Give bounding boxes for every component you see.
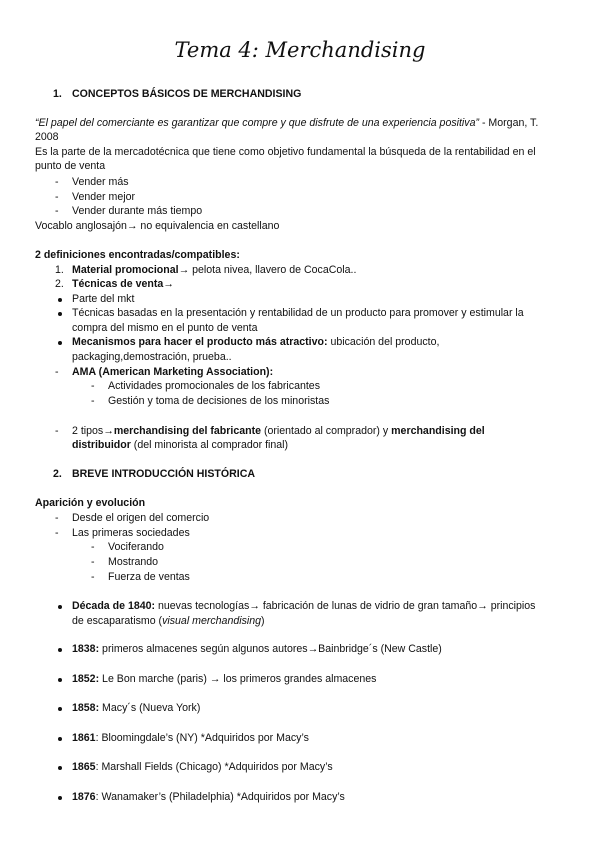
section2-subheading: Aparición y evolución	[35, 497, 146, 509]
timeline-date: 1852:	[72, 673, 100, 685]
timeline-entry-cont	[72, 615, 265, 628]
bullet-icon	[58, 737, 62, 741]
tipos-term-1: →merchandising del fabricante	[103, 425, 261, 437]
history-subitem: Fuerza de ventas	[108, 571, 190, 583]
definition-detail: → pelota nivea, llavero de CocaCola..	[178, 264, 357, 276]
timeline-entry	[72, 791, 345, 804]
document-title: Tema 4: Merchandising	[174, 38, 426, 62]
timeline-text: primeros almacenes según algunos autores→Bainbridge´s (New Castle)	[99, 643, 442, 655]
dash-marker: -	[91, 380, 95, 392]
history-subitem: Vociferando	[108, 541, 164, 553]
quote-author: - Morgan, T.	[479, 117, 539, 129]
timeline-text: nuevas tecnologías→ fabricación de lunas de vidrio de gran tamaño→ principios	[155, 600, 536, 612]
timeline-text: : Wanamaker’s (Philadelphia) *Adquiridos por Macy’s	[95, 791, 345, 803]
dash-marker: -	[55, 527, 59, 539]
bullet-icon	[58, 298, 62, 302]
timeline-date: 1838:	[72, 643, 100, 655]
dash-marker: -	[91, 571, 95, 583]
timeline-entry	[72, 702, 200, 715]
dash-marker: -	[55, 176, 59, 188]
bullet-text: Parte del mkt	[72, 293, 135, 305]
tipos-term-3: distribuidor	[72, 439, 131, 451]
bullet-icon	[58, 796, 62, 800]
timeline-date: Década de 1840:	[72, 600, 156, 612]
bullet-icon	[58, 605, 62, 609]
tipos-prefix: 2 tipos	[72, 425, 104, 437]
timeline-entry	[72, 673, 376, 686]
timeline-text: Macy´s (Nueva York)	[99, 702, 201, 714]
bullet-text-cont: compra del mismo en el punto de venta	[72, 322, 258, 334]
quote-line	[35, 117, 538, 130]
history-subitem: Mostrando	[108, 556, 159, 568]
timeline-entry	[72, 600, 535, 613]
bullet-term: Mecanismos para hacer el producto más atractivo:	[72, 336, 328, 348]
timeline-date: 1876	[72, 791, 96, 803]
definition-number: 1.	[55, 264, 64, 276]
section1-heading: CONCEPTOS BÁSICOS DE MERCHANDISING	[72, 88, 302, 100]
timeline-entry	[72, 643, 442, 656]
dash-marker: -	[55, 366, 59, 378]
bullet-icon	[58, 648, 62, 652]
section1-number: 1.	[53, 88, 62, 100]
goal-item: Vender mejor	[72, 191, 136, 203]
timeline-date: 1861	[72, 732, 96, 744]
timeline-text: Le Bon marche (paris) → los primeros grandes almacenes	[99, 673, 377, 685]
definition-term: Material promocional	[72, 264, 179, 276]
dash-marker: -	[55, 205, 59, 217]
dash-marker: -	[91, 395, 95, 407]
definition-line-2: punto de venta	[35, 160, 106, 172]
timeline-entry	[72, 761, 333, 774]
ama-item: Actividades promocionales de los fabricantes	[108, 380, 320, 392]
vocab-note: Vocablo anglosajón→ no equivalencia en castellano	[35, 220, 280, 232]
bullet-icon	[58, 766, 62, 770]
definition-number: 2.	[55, 278, 64, 290]
tipos-middle: (orientado al comprador) y	[261, 425, 392, 437]
dash-marker: -	[55, 191, 59, 203]
bullet-icon	[58, 341, 62, 345]
timeline-text: de escaparatismo (	[72, 615, 163, 627]
goal-item: Vender más	[72, 176, 129, 188]
timeline-date: 1865	[72, 761, 96, 773]
definition-item-2: Técnicas de venta→	[72, 278, 174, 290]
timeline-text: : Marshall Fields (Chicago) *Adquiridos por Macy’s	[95, 761, 333, 773]
timeline-italic: visual merchandising	[162, 615, 262, 627]
bullet-detail: ubicación del producto,	[327, 336, 440, 348]
bullet-text: Técnicas basadas en la presentación y rentabilidad de un producto para promover y estimular la	[72, 307, 524, 319]
dash-marker: -	[55, 512, 59, 524]
timeline-date: 1858:	[72, 702, 100, 714]
bullet-text-cont: packaging,demostración, prueba..	[72, 351, 232, 363]
dash-marker: -	[91, 556, 95, 568]
history-item: Las primeras sociedades	[72, 527, 190, 539]
tipos-line-1	[72, 425, 485, 438]
timeline-text: )	[261, 615, 265, 627]
ama-heading: AMA (American Marketing Association):	[72, 366, 274, 378]
timeline-text: : Bloomingdale’s (NY) *Adquiridos por Macy’s	[95, 732, 309, 744]
bullet-icon	[58, 678, 62, 682]
section2-number: 2.	[53, 468, 62, 480]
tipos-line-2	[72, 439, 288, 452]
definitions-heading: 2 definiciones encontradas/compatibles:	[35, 249, 240, 261]
quote-year: 2008	[35, 131, 59, 143]
bullet-icon	[58, 707, 62, 711]
definition-line-1: Es la parte de la mercadotécnica que tiene como objetivo fundamental la búsqueda de la rentabilidad en el	[35, 146, 536, 158]
section2-heading: BREVE INTRODUCCIÓN HISTÓRICA	[72, 468, 256, 480]
timeline-entry	[72, 732, 309, 745]
dash-marker: -	[55, 425, 59, 437]
bullet-icon	[58, 312, 62, 316]
tipos-end: (del minorista al comprador final)	[130, 439, 289, 451]
goal-item: Vender durante más tiempo	[72, 205, 203, 217]
bullet-text	[72, 336, 439, 349]
ama-item: Gestión y toma de decisiones de los minoristas	[108, 395, 330, 407]
tipos-term-2: merchandising del	[391, 425, 485, 437]
history-item: Desde el origen del comercio	[72, 512, 210, 524]
dash-marker: -	[91, 541, 95, 553]
definition-item-1	[72, 264, 356, 277]
quote-text: “El papel del comerciante es garantizar que compre y que disfrute de una experiencia positiva”	[35, 117, 480, 129]
